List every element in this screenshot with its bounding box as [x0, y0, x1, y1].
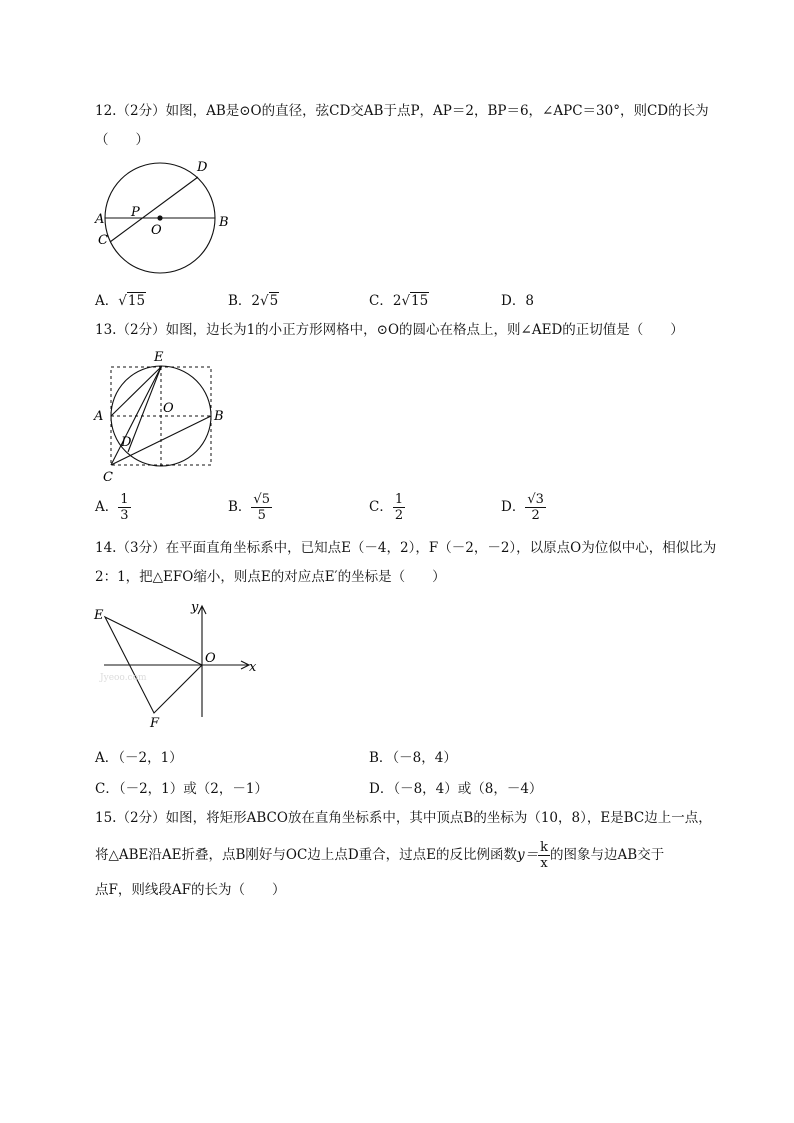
q15-function-lhs: y＝ — [517, 847, 539, 863]
q14-option-a[interactable]: A．（－2，1） — [95, 750, 183, 766]
q15-function-fraction: $\frac{k}{x}$ — [540, 840, 549, 871]
q14-label-e: E — [94, 608, 104, 623]
q13-label-c: C — [103, 470, 113, 485]
q14-option-d[interactable]: D．（－8，4）或（8，－4） — [369, 781, 543, 797]
question-13-stem — [95, 320, 735, 340]
question-15-stem-line1 — [95, 808, 735, 828]
q13-dashed-grid — [111, 367, 211, 465]
q12-label-d: D — [197, 160, 208, 175]
q12-option-d[interactable]: D．8 — [501, 293, 534, 309]
q12-text: 如图，AB是⊙O的直径，弦CD交AB于点P，AP＝2，BP＝6，∠APC＝30°，则CD的长为 — [165, 103, 709, 119]
q14-number: 14. — [95, 540, 117, 556]
q12-circle-figure — [88, 155, 238, 280]
q14-label-o: O — [205, 651, 216, 666]
q14-label-y: y — [191, 600, 199, 615]
q13-text: 如图，边长为1的小正方形网格中，⊙O的圆心在格点上，则∠AED的正切值是（ ） — [165, 322, 684, 338]
question-15-stem-line3: 点F，则线段AF的长为（ ） — [95, 882, 286, 898]
q13-segment-ae — [111, 367, 161, 416]
q14-label-f: F — [150, 716, 160, 731]
q14-text-line1: 在平面直角坐标系中，已知点E（－4，2），F（－2，－2），以原点O为位似中心，相似比为 — [165, 540, 717, 556]
q12-answer-paren: （ ） — [95, 132, 149, 148]
question-12-stem — [95, 101, 735, 121]
q15-score: （2分） — [116, 810, 166, 826]
q12-center-dot — [157, 215, 162, 220]
question-14-stem-line1 — [95, 538, 735, 558]
q13-option-c[interactable]: C． $\frac{1}{2}$ — [369, 492, 404, 523]
q13-option-d[interactable]: D． $\frac{√3}{2}$ — [501, 492, 544, 523]
q13-number: 13. — [95, 322, 117, 338]
q15-number: 15. — [95, 810, 117, 826]
q12-option-b[interactable]: B．2√5 — [228, 293, 279, 309]
q13-option-b[interactable]: B． $\frac{√5}{5}$ — [228, 492, 270, 523]
q13-label-e: E — [154, 350, 164, 365]
q13-option-a[interactable]: A． $\frac{1}{3}$ — [95, 492, 129, 523]
q12-score: （2分） — [116, 103, 166, 119]
q12-label-a: A — [95, 212, 105, 227]
q14-score: （3分） — [116, 540, 166, 556]
q12-label-p: P — [131, 205, 140, 220]
q12-option-a[interactable]: A．√15 — [95, 293, 146, 309]
q13-label-o: O — [163, 401, 174, 416]
q15-text-line1: 如图，将矩形ABCO放在直角坐标系中，其中顶点B的坐标为（10，8），E是BC边上一点， — [165, 810, 712, 826]
question-15-stem-line2: 将△ABE沿AE折叠，点B刚好与OC边上点D重合，过点E的反比例函数y＝ $\frac{k}{x}$ 的图象与边AB交于 — [95, 840, 665, 871]
q13-score: （2分） — [116, 322, 166, 338]
question-14-stem-line2: 2：1，把△EFO缩小，则点E的对应点E′的坐标是（ ） — [95, 569, 446, 585]
q12-number: 12. — [95, 103, 117, 119]
q14-option-b[interactable]: B．（－8，4） — [369, 750, 457, 766]
q13-grid-circle-figure — [90, 345, 235, 485]
q12-label-b: B — [219, 215, 229, 230]
q13-segment-ed — [128, 367, 161, 452]
q13-label-d: D — [121, 435, 132, 450]
q13-label-a: A — [94, 409, 104, 424]
q12-label-c: C — [98, 233, 108, 248]
q14-option-c[interactable]: C．（－2，1）或（2，－1） — [95, 781, 268, 797]
q13-label-b: B — [214, 409, 224, 424]
q12-option-c[interactable]: C．2√15 — [369, 293, 429, 309]
q12-label-o: O — [151, 223, 162, 238]
q14-label-x: x — [249, 660, 257, 675]
q14-watermark: Jyeoo.com — [100, 673, 147, 683]
q14-coordinate-figure — [88, 595, 263, 735]
